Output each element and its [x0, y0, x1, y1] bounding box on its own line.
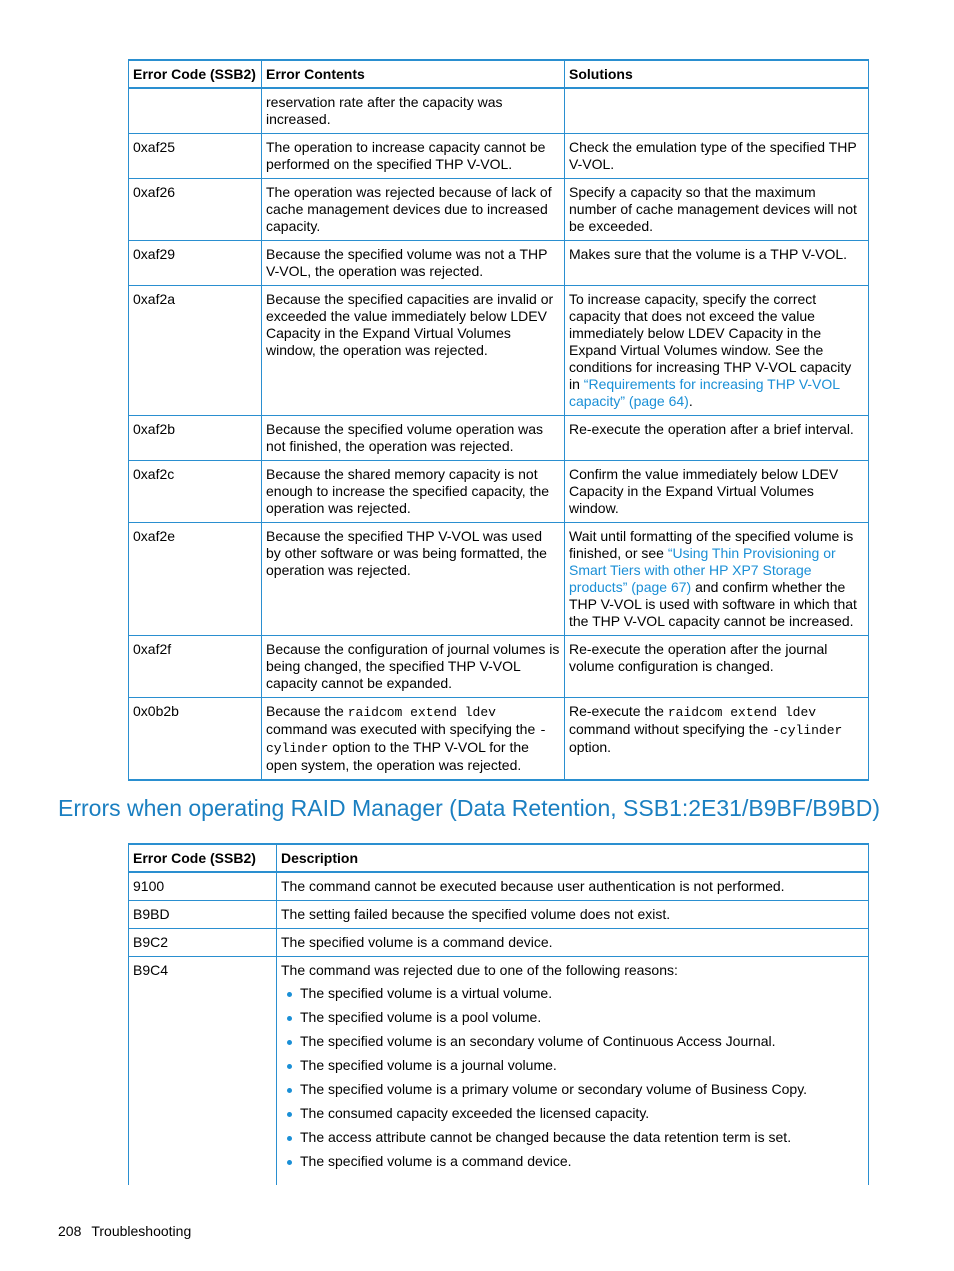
description-intro: The command was rejected due to one of the following reasons: [281, 962, 678, 978]
table-header-row [129, 844, 869, 872]
list-item [281, 1129, 864, 1146]
bullet-icon [287, 1040, 292, 1045]
error-code-cell: 0xaf2f [129, 636, 262, 698]
list-item [281, 1081, 864, 1098]
solution-cell: Specify a capacity so that the maximum number of cache management devices will not be exceeded. [565, 179, 869, 241]
list-item-text: The specified volume is a command device. [300, 1153, 572, 1169]
solution-text: and confirm whether the THP V-VOL is used with software in which that the THP V-VOL capacity cannot be increased. [569, 579, 857, 629]
table-row [129, 698, 869, 781]
error-contents-cell: Because the specified volume operation was not finished, the operation was rejected. [262, 416, 565, 461]
solution-text: command without specifying the [569, 721, 773, 737]
option-code: -cylinder [266, 723, 547, 756]
table-row [129, 134, 869, 179]
solution-cell [565, 698, 869, 781]
solution-cell [565, 286, 869, 416]
error-table-thp [128, 59, 869, 781]
description-cell: The setting failed because the specified volume does not exist. [277, 901, 869, 929]
error-contents-cell [262, 698, 565, 781]
error-code-cell: 0xaf2e [129, 523, 262, 636]
error-code-cell: 0x0b2b [129, 698, 262, 781]
header-description: Description [277, 844, 869, 872]
list-item [281, 1153, 864, 1170]
bullet-icon [287, 1160, 292, 1165]
error-contents-cell: Because the shared memory capacity is not enough to increase the specified capacity, the operation was rejected. [262, 461, 565, 523]
solution-cell: Confirm the value immediately below LDEV Capacity in the Expand Virtual Volumes window. [565, 461, 869, 523]
table-row [129, 241, 869, 286]
solution-cell: Re-execute the operation after the journal volume configuration is changed. [565, 636, 869, 698]
description-cell: The specified volume is a command device. [277, 929, 869, 957]
page-footer [58, 1223, 191, 1239]
footer-section-name: Troubleshooting [91, 1223, 192, 1239]
error-code-cell: B9C2 [129, 929, 277, 957]
reasons-list [281, 985, 864, 1170]
error-contents-cell: Because the specified volume was not a THP V-VOL, the operation was rejected. [262, 241, 565, 286]
error-code-cell: 0xaf2c [129, 461, 262, 523]
contents-text: Because the [266, 703, 348, 719]
bullet-icon [287, 1016, 292, 1021]
bullet-icon [287, 1136, 292, 1141]
list-item [281, 1033, 864, 1050]
table-row [129, 636, 869, 698]
command-code: raidcom extend ldev [347, 705, 496, 720]
solution-text: option. [569, 739, 612, 755]
solution-text: Wait until formatting of the specified volume is finished, or see [569, 528, 854, 561]
error-code-cell: 0xaf29 [129, 241, 262, 286]
requirements-link[interactable]: “Requirements for increasing THP V-VOL capacity” (page 64) [569, 376, 840, 409]
error-code-cell: 9100 [129, 872, 277, 901]
contents-text: command was executed with specifying the [266, 721, 540, 737]
error-code-cell: B9BD [129, 901, 277, 929]
table-row [129, 929, 869, 957]
table-row [129, 523, 869, 636]
error-contents-cell: Because the specified capacities are invalid or exceeded the value immediately below LDEV Capacity in the Expand Virtual Volumes window, the operation was rejected. [262, 286, 565, 416]
thin-provisioning-link[interactable]: “Using Thin Provisioning or Smart Tiers with other HP XP7 Storage products” (page 67) [569, 545, 836, 595]
list-item-text: The specified volume is a journal volume. [300, 1057, 557, 1073]
contents-text: option to the THP V-VOL for the open system, the operation was rejected. [266, 739, 529, 773]
solution-cell [565, 88, 869, 134]
error-contents-cell: The operation was rejected because of lack of cache management devices due to increased capacity. [262, 179, 565, 241]
solution-cell: Re-execute the operation after a brief interval. [565, 416, 869, 461]
solution-cell: Makes sure that the volume is a THP V-VOL. [565, 241, 869, 286]
option-code: -cylinder [772, 723, 843, 738]
bullet-icon [287, 1088, 292, 1093]
error-contents-cell: The operation to increase capacity cannot be performed on the specified THP V-VOL. [262, 134, 565, 179]
table-row [129, 416, 869, 461]
table-header-row [129, 60, 869, 88]
bullet-icon [287, 1112, 292, 1117]
list-item-text: The access attribute cannot be changed because the data retention term is set. [300, 1129, 792, 1145]
description-cell [277, 957, 869, 1186]
list-item [281, 1057, 864, 1074]
description-cell: The command cannot be executed because user authentication is not performed. [277, 872, 869, 901]
list-item-text: The consumed capacity exceeded the licensed capacity. [300, 1105, 650, 1121]
error-contents-cell: Because the configuration of journal volumes is being changed, the specified THP V-VOL capacity cannot be expanded. [262, 636, 565, 698]
table-row [129, 286, 869, 416]
error-code-cell: 0xaf2a [129, 286, 262, 416]
error-code-cell: 0xaf25 [129, 134, 262, 179]
table-row [129, 461, 869, 523]
error-code-cell: 0xaf2b [129, 416, 262, 461]
table-row [129, 179, 869, 241]
table-row [129, 901, 869, 929]
list-item [281, 1009, 864, 1026]
list-item-text: The specified volume is a pool volume. [300, 1009, 542, 1025]
error-contents-cell: reservation rate after the capacity was increased. [262, 88, 565, 134]
table-row [129, 872, 869, 901]
table-row [129, 957, 869, 1186]
error-code-cell: 0xaf26 [129, 179, 262, 241]
section-heading: Errors when operating RAID Manager (Data Retention, SSB1:2E31/B9BF/B9BD) [58, 795, 881, 821]
header-error-code: Error Code (SSB2) [129, 60, 262, 88]
command-code: raidcom extend ldev [667, 705, 817, 720]
list-item-text: The specified volume is a primary volume or secondary volume of Business Copy. [300, 1081, 808, 1097]
list-item-text: The specified volume is a virtual volume. [300, 985, 553, 1001]
solution-text: To increase capacity, specify the correct capacity that does not exceed the value immediately below LDEV Capacity in the Expand Virtual Volumes window. See the conditions for increasing THP V-VOL capacity in [569, 291, 852, 392]
list-item [281, 985, 864, 1002]
page-number: 208 [58, 1223, 82, 1239]
error-contents-cell: Because the specified THP V-VOL was used by other software or was being formatted, the operation was rejected. [262, 523, 565, 636]
solution-text: Re-execute the [569, 703, 668, 719]
error-table-data-retention [128, 843, 869, 1185]
error-code-cell [129, 88, 262, 134]
solution-text: . [688, 393, 693, 409]
bullet-icon [287, 992, 292, 997]
header-error-code: Error Code (SSB2) [129, 844, 277, 872]
header-solutions: Solutions [565, 60, 869, 88]
table-row [129, 88, 869, 134]
error-code-cell: B9C4 [129, 957, 277, 1186]
header-error-contents: Error Contents [262, 60, 565, 88]
bullet-icon [287, 1064, 292, 1069]
solution-cell [565, 523, 869, 636]
solution-cell: Check the emulation type of the specified THP V-VOL. [565, 134, 869, 179]
list-item-text: The specified volume is an secondary volume of Continuous Access Journal. [300, 1033, 776, 1049]
list-item [281, 1105, 864, 1122]
